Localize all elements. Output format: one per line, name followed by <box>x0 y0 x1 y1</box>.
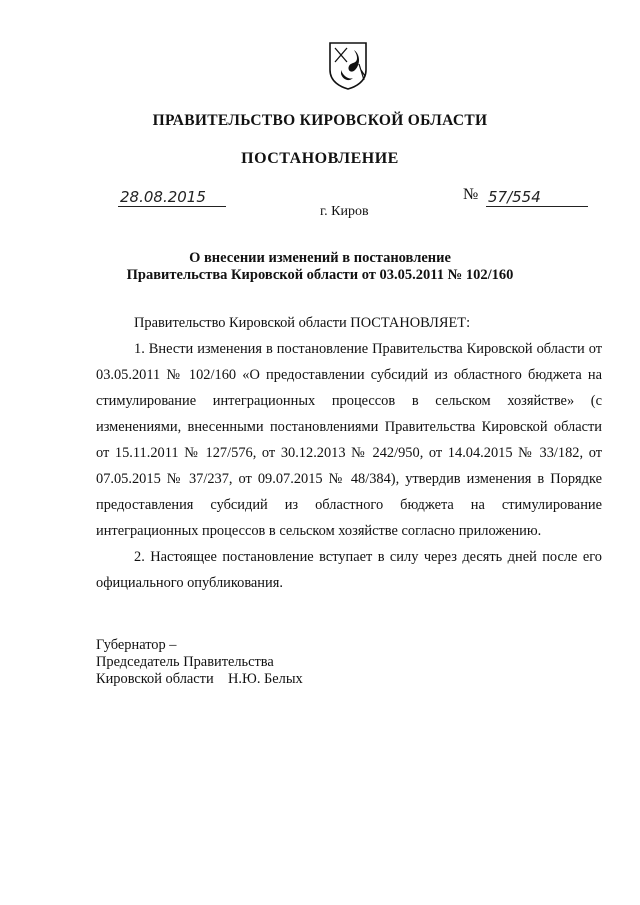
paragraph-2: 2. Настоящее постановление вступает в силу через десять дней после его официального опубликования. <box>96 549 602 591</box>
paragraph-1: 1. Внести изменения в постановление Правительства Кировской области от 03.05.2011 № 102/160 «О предоставлении субсидий из областного бюджета на стимулирование интеграционных процессов в сельском хозяйстве» (с изменениями, внесенными постановлениями Правительства Кировской области от 15.11.2011 № 127/576, от 30.12.2013 № 242/950, от 14.04.2015 № 33/182, от 07.05.2015 № 37/237, от 09.07.2015 № 48/384), утвердив изменения в Порядке предоставления субсидий из областного бюджета на стимулирование интеграционных процессов в сельском хозяйстве согласно приложению. <box>96 341 602 539</box>
title-line-1: О внесении изменений в постановление <box>189 250 451 266</box>
number-label: № <box>463 186 479 203</box>
signature-line-2: Председатель Правительства <box>96 654 274 670</box>
city: г. Киров <box>320 204 369 219</box>
document-type: ПОСТАНОВЛЕНИЕ <box>241 150 399 167</box>
preamble: Правительство Кировской области ПОСТАНОВЛЯЕТ: <box>134 315 471 331</box>
document-date: 28.08.2015 <box>118 188 226 207</box>
document-title <box>0 250 640 284</box>
title-line-2: Правительства Кировской области от 03.05.2011 № 102/160 <box>126 267 514 283</box>
coat-of-arms-icon <box>327 40 369 90</box>
signature-block <box>96 637 303 688</box>
signature-line-3: Кировской области Н.Ю. Белых <box>96 671 303 687</box>
organization-name: ПРАВИТЕЛЬСТВО КИРОВСКОЙ ОБЛАСТИ <box>152 112 488 129</box>
document-body <box>96 310 602 596</box>
document-number: 57/554 <box>486 188 588 207</box>
signature-line-1: Губернатор – <box>96 637 177 653</box>
